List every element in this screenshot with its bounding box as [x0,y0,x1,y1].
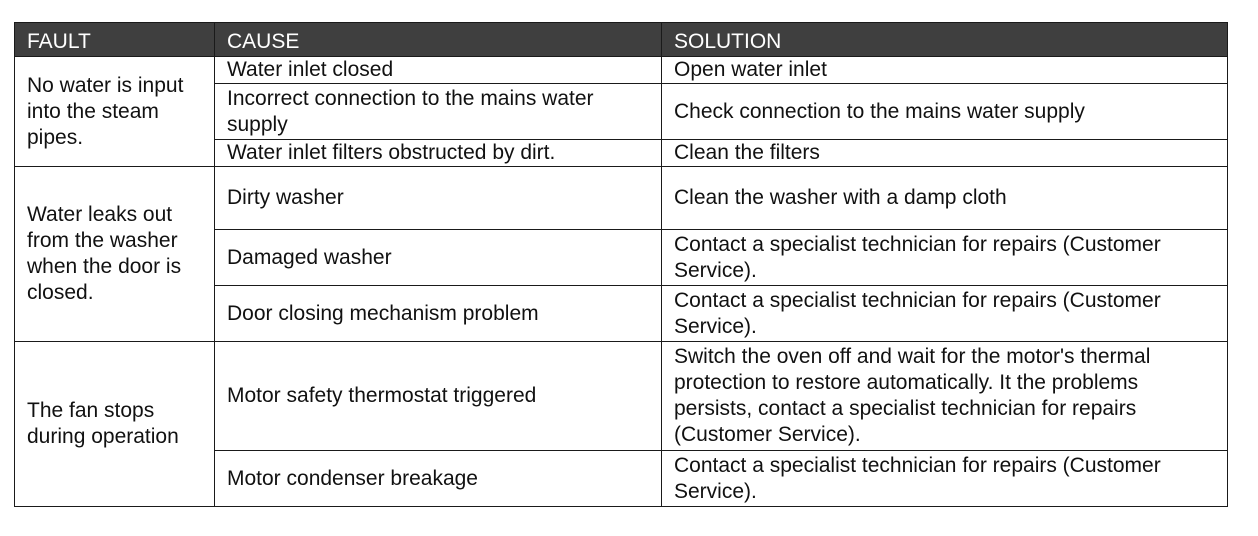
cause-cell: Incorrect connection to the mains water supply [215,84,662,140]
table-row [15,167,1228,230]
header-row [15,23,1228,57]
fault-cell: Water leaks out from the washer when the door is closed. [15,167,215,342]
solution-cell: Contact a specialist technician for repairs (Customer Service). [662,451,1228,507]
solution-cell: Open water inlet [662,57,1228,84]
solution-cell: Check connection to the mains water supply [662,84,1228,140]
fault-cell: No water is input into the steam pipes. [15,57,215,167]
cause-cell: Motor safety thermostat triggered [215,342,662,451]
cause-cell: Door closing mechanism problem [215,286,662,342]
solution-cell: Clean the washer with a damp cloth [662,167,1228,230]
cause-cell: Water inlet closed [215,57,662,84]
table-row [15,57,1228,84]
cause-cell: Dirty washer [215,167,662,230]
solution-cell: Contact a specialist technician for repairs (Customer Service). [662,230,1228,286]
solution-cell: Clean the filters [662,140,1228,167]
header-solution: SOLUTION [662,23,1228,57]
troubleshooting-table [14,22,1228,507]
cause-cell: Damaged washer [215,230,662,286]
cause-cell: Water inlet filters obstructed by dirt. [215,140,662,167]
table-row [15,342,1228,451]
fault-cell: The fan stops during operation [15,342,215,507]
header-cause: CAUSE [215,23,662,57]
header-fault: FAULT [15,23,215,57]
solution-cell: Contact a specialist technician for repairs (Customer Service). [662,286,1228,342]
cause-cell: Motor condenser breakage [215,451,662,507]
solution-cell: Switch the oven off and wait for the motor's thermal protection to restore automatically. It the problems persists, contact a specialist technician for repairs (Customer Service). [662,342,1228,451]
